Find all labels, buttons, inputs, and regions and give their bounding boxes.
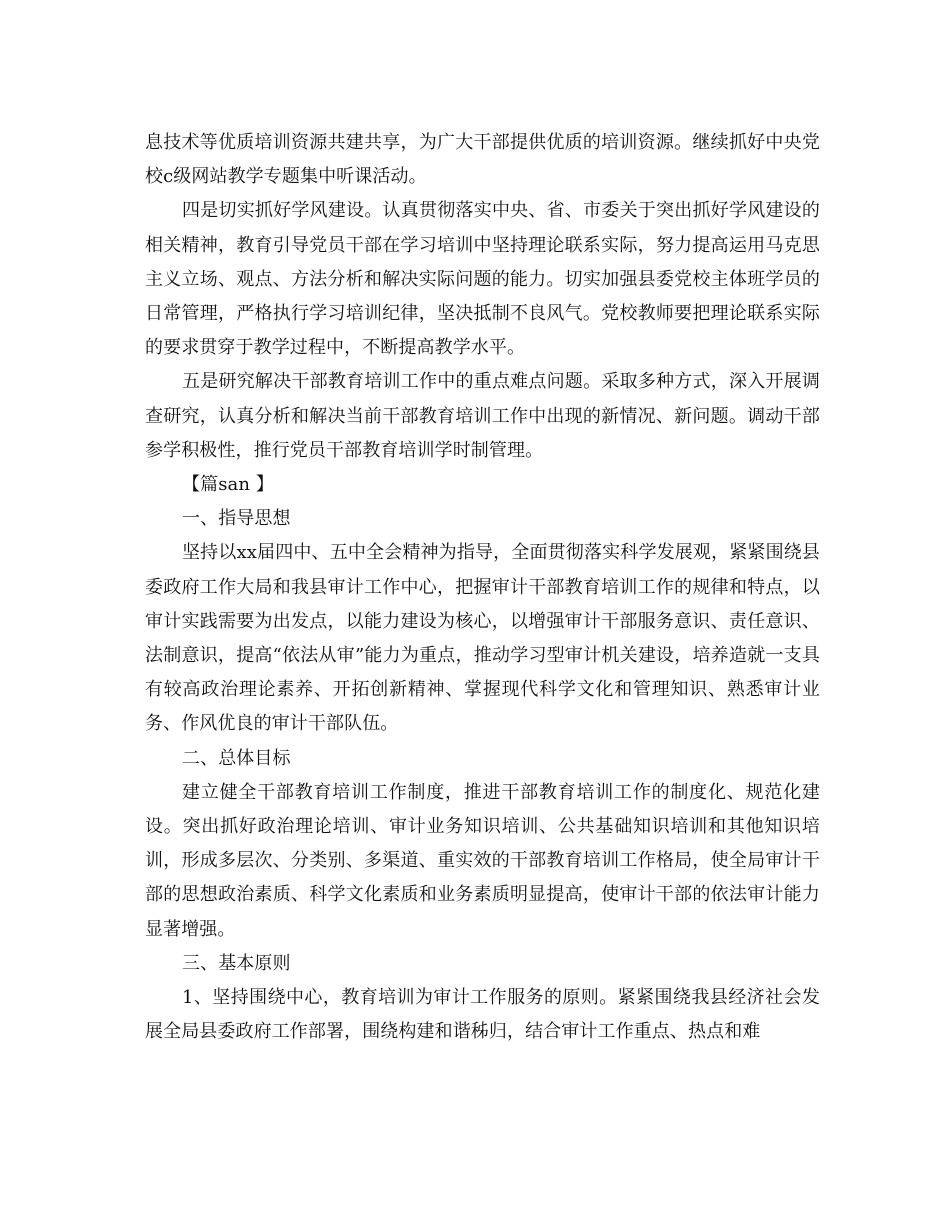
paragraph-key-issues: 五是研究解决干部教育培训工作中的重点难点问题。采取多种方式，深入开展调查研究，认真分析和解决当前干部教育培训工作中出现的新情况、新问题。调动干部参学积极性，推行党员干部教育培训学时制管理。 [145,371,820,461]
section-marker: 【篇san 】 [182,474,274,496]
paragraph-overall-goal: 建立健全干部教育培训工作制度，推进干部教育培训工作的制度化、规范化建设。突出抓好政治理论培训、审计业务知识培训、公共基础知识培训和其他知识培训，形成多层次、分类别、多渠道、重实效的干部教育培训工作格局，使全局审计干部的思想政治素质、科学文化素质和业务素质明显提高，使审计干部的依法审计能力显著增强。 [145,781,820,940]
heading-overall-goal: 二、总体目标 [182,747,291,769]
document-body [145,126,820,1049]
paragraph-principle-1: 1、坚持围绕中心，教育培训为审计工作服务的原则。紧紧围绕我县经济社会发展全局县委政府工作部署，围绕构建和谐秭归，结合审计工作重点、热点和难 [145,987,820,1043]
paragraph-guiding-ideology: 坚持以xx届四中、五中全会精神为指导，全面贯彻落实科学发展观，紧紧围绕县委政府工作大局和我县审计工作中心，把握审计干部教育培训工作的规律和特点，以审计实践需要为出发点，以能力建设为核心，以增强审计干部服务意识、责任意识、法制意识，提高“依法从审”能力为重点，推动学习型审计机关建设，培养造就一支具有较高政治理论素养、开拓创新精神、掌握现代科学文化和管理知识、熟悉审计业务、作风优良的审计干部队伍。 [145,542,820,735]
heading-guiding-ideology: 一、指导思想 [182,508,291,530]
paragraph-continuation: 息技术等优质培训资源共建共享，为广大干部提供优质的培训资源。继续抓好中央党校c级网站教学专题集中听课活动。 [145,132,820,188]
paragraph-study-style: 四是切实抓好学风建设。认真贯彻落实中央、省、市委关于突出抓好学风建设的相关精神，教育引导党员干部在学习培训中坚持理论联系实际，努力提高运用马克思主义立场、观点、方法分析和解决实际问题的能力。切实加强县委党校主体班学员的日常管理，严格执行学习培训纪律，坚决抵制不良风气。党校教师要把理论联系实际的要求贯穿于教学过程中，不断提高教学水平。 [145,200,820,359]
heading-basic-principles: 三、基本原则 [182,952,291,974]
